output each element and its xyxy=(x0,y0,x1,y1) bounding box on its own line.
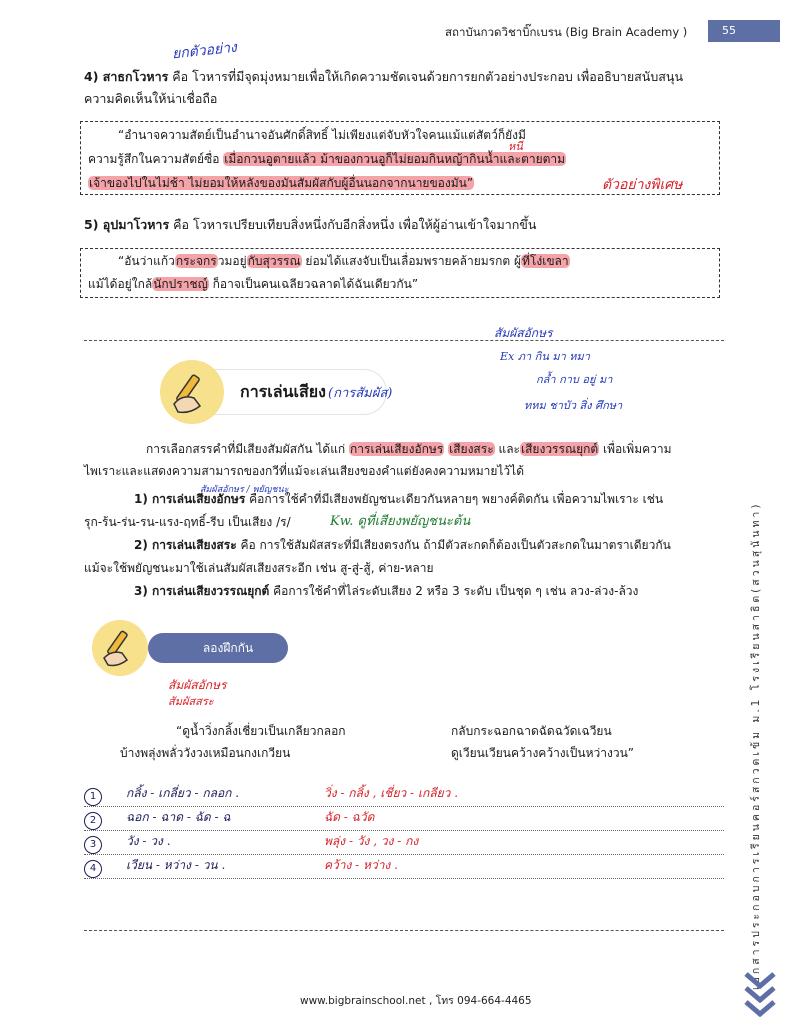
pencil-hand-icon xyxy=(160,360,224,424)
item2-heading: 2) การเล่นเสียงสระ xyxy=(134,538,237,552)
item1-text2: รุก-ร้น-ร่น-รน-แรง-ฤทธิ์-รีบ เป็นเสียง /ร/ xyxy=(84,515,291,529)
intro-l1a: การเลือกสรรคำที่มีเสียงสัมผัสกัน ได้แก่ xyxy=(146,442,350,456)
s5-highlight-1: กระจกร xyxy=(175,254,217,268)
quote-line-2a: ความรู้สึกในความสัตย์ซื่อ xyxy=(88,152,224,166)
s5-highlight-4: นักปราชญ์ xyxy=(153,277,208,291)
answer-right: วิ่ง - กลิ้ง , เชี่ยว - เกลียว . xyxy=(324,786,459,800)
handwritten-item1-note: สัมผัสอักษร / พยัญชนะ xyxy=(200,485,289,495)
practice-title: ลองฝึกกัน xyxy=(148,633,288,663)
handwritten-insert: หนี xyxy=(508,140,523,153)
handwritten-banner-note: (การสัมผัส) xyxy=(328,386,393,401)
intro-highlight-tone: เสียงวรรณยุกต์ xyxy=(521,442,599,456)
s5-q1b: วมอยู่ xyxy=(217,254,247,268)
handwritten-margin-note: ตัวอย่างพิเศษ xyxy=(602,177,683,193)
item2-text2: แม้จะใช้พยัญชนะมาใช้เล่นสัมผัสเสียงสระอีก เช่น สู-สู่-สู้, ค่าย-หลาย xyxy=(84,561,434,575)
section5-paragraph xyxy=(84,214,744,236)
answer-left: วัง - วง . xyxy=(126,834,171,848)
s5-q2b: ก็อาจเป็นคนเฉลียวฉลาดได้ฉันเดียวกัน” xyxy=(208,277,419,291)
answer-rule xyxy=(84,854,724,855)
section5-text: คือ โวหารเปรียบเทียบสิ่งหนึ่งกับอีกสิ่งหนึ่ง เพื่อให้ผู้อ่านเข้าใจมากขึ้น xyxy=(169,217,537,232)
handwritten-example-1: Ex ภา กิน มา หมา xyxy=(500,350,590,363)
answer-number: 3 xyxy=(84,836,102,854)
quote-line-1: “อำนาจความสัตย์เป็นอำนาจอันศักดิ์สิทธิ์ ไม่เพียงแต่จับหัวใจคนแม้แต่สัตว์ก็ยังมี xyxy=(118,128,526,142)
quote-highlight-1: เมื่อกวนอูตายแล้ว ม้าของกวนอูก็ไม่ยอมกินหญ้ากินน้ำและตายตาม xyxy=(224,152,566,166)
s5-q2a: แม้ได้อยู่ใกล้ xyxy=(88,277,153,291)
handwritten-kw-note: Kw. ดูที่เสียงพยัญชนะต้น xyxy=(330,514,471,529)
answer-rule xyxy=(84,806,724,807)
practice-pencil-icon xyxy=(92,620,148,676)
answer-right: คว้าง - หว่าง . xyxy=(324,858,398,872)
section4-paragraph xyxy=(84,66,744,110)
page-number: 55 xyxy=(708,20,780,42)
answer-row xyxy=(84,784,724,808)
intro-l1b: และ xyxy=(494,442,520,456)
intro-highlight-vowel: เสียงสระ xyxy=(449,442,494,456)
handwritten-note-example: ยกตัวอย่าง xyxy=(171,39,238,63)
sidebar-vertical-text: เอกสารประกอบการเรียนคอร์สกวดเข้ม ม.1 โรงเรียนสาธิต(สวนสุนันทา) xyxy=(750,501,762,990)
section-divider xyxy=(84,340,724,341)
answer-list xyxy=(84,784,724,880)
section5-heading: 5) อุปมาโวหาร xyxy=(84,217,170,232)
handwritten-example-3: ทหม ชาบัว สิ่ง ศึกษา xyxy=(524,399,623,412)
intro-l2: ไพเราะและแสดงความสามารถของกวีที่แม้จะเล่นเสียงของคำแต่ยังคงความหมายไว้ได้ xyxy=(84,464,524,478)
chevron-down-icon xyxy=(740,968,780,1018)
handwritten-example-2: กล้ำ กาบ อยู่ มา xyxy=(536,373,613,386)
intro-paragraph xyxy=(84,438,734,482)
banner-title: การเล่นเสียง xyxy=(240,382,326,401)
answer-right: พลุ่ง - วัง , วง - กง xyxy=(324,834,419,848)
poem-line-1a: “ดูน้ำวิ่งกลิ้งเชี่ยวเป็นเกลียวกลอก xyxy=(176,724,346,738)
answer-row xyxy=(84,856,724,880)
item1-heading: 1) การเล่นเสียงอักษร xyxy=(134,492,246,506)
answer-number: 2 xyxy=(84,812,102,830)
header-title: สถาบันกวดวิชาบิ๊กเบรน (Big Brain Academy ) xyxy=(445,25,688,39)
footer: www.bigbrainschool.net , โทร 094-664-4465 xyxy=(300,995,532,1007)
s5-q1c: ย่อมได้แสงจับเป็นเลื่อมพรายคล้ายมรกต ผู้ xyxy=(301,254,521,268)
poem-line-1b: กลับกระฉอกฉาดฉัดฉวัดเฉวียน xyxy=(451,724,612,738)
answer-rule xyxy=(84,830,724,831)
s5-q1: “อันว่าแก้ว xyxy=(118,254,175,268)
answer-right: ฉัด - ฉวัด xyxy=(324,810,375,824)
bottom-divider xyxy=(84,930,724,931)
answer-row xyxy=(84,832,724,856)
answer-left: กลิ้ง - เกลี่ยว - กลอก . xyxy=(126,786,240,800)
item2-text: คือ การใช้สัมผัสสระที่มีเสียงตรงกัน ถ้ามีตัวสะกดก็ต้องเป็นตัวสะกดในมาตราเดียวกัน xyxy=(236,538,671,552)
answer-number: 1 xyxy=(84,788,102,806)
handwritten-practice-note-1: สัมผัสอักษร xyxy=(168,678,227,692)
intro-highlight-consonant: การเล่นเสียงอักษร xyxy=(350,442,444,456)
section4-heading: 4) สาธกโวหาร xyxy=(84,69,169,84)
items-paragraph xyxy=(84,488,744,603)
poem-line-2a: บ้างพลุ่งพลั่ววังวงเหมือนกงเกวียน xyxy=(120,746,291,760)
answer-left: ฉอก - ฉาด - ฉัด - ฉ xyxy=(126,810,231,824)
answer-row xyxy=(84,808,724,832)
item3-text: คือการใช้คำที่ไล่ระดับเสียง 2 หรือ 3 ระดับ เป็นชุด ๆ เช่น ลวง-ล่วง-ล้วง xyxy=(269,584,639,598)
answer-number: 4 xyxy=(84,860,102,878)
section4-text2: ความคิดเห็นให้น่าเชื่อถือ xyxy=(84,91,218,106)
answer-rule xyxy=(84,878,724,879)
s5-highlight-3: ที่โง่เขลา xyxy=(522,254,569,268)
item3-heading: 3) การเล่นเสียงวรรณยุกต์ xyxy=(134,584,270,598)
poem-line-2b: ดูเวียนเวียนคว้างคว้างเป็นหว่างวน” xyxy=(451,746,634,760)
handwritten-practice-note-2: สัมผัสสระ xyxy=(168,695,214,708)
item1-text: คือการใช้คำที่มีเสียงพยัญชนะเดียวกันหลายๆ พยางค์ติดกัน เพื่อความไพเราะ เช่น xyxy=(245,492,664,506)
s5-highlight-2: กับสุวรรณ xyxy=(247,254,301,268)
handwritten-alliteration-title: สัมผัสอักษร xyxy=(494,326,553,340)
section5-quote xyxy=(88,250,728,296)
quote-highlight-2: เจ้าของไปในไม่ช้า ไม่ยอมให้หลังของมันสัมผัสกับผู้อื่นนอกจากนายของมัน” xyxy=(89,176,474,190)
answer-left: เวียน - หว่าง - วน . xyxy=(126,858,226,872)
intro-l1c: เพื่อเพิ่มความ xyxy=(599,442,672,456)
section4-text: คือ โวหารที่มีจุดมุ่งหมายเพื่อให้เกิดความชัดเจนด้วยการยกตัวอย่างประกอบ เพื่ออธิบายสนับสนุน xyxy=(168,69,683,84)
